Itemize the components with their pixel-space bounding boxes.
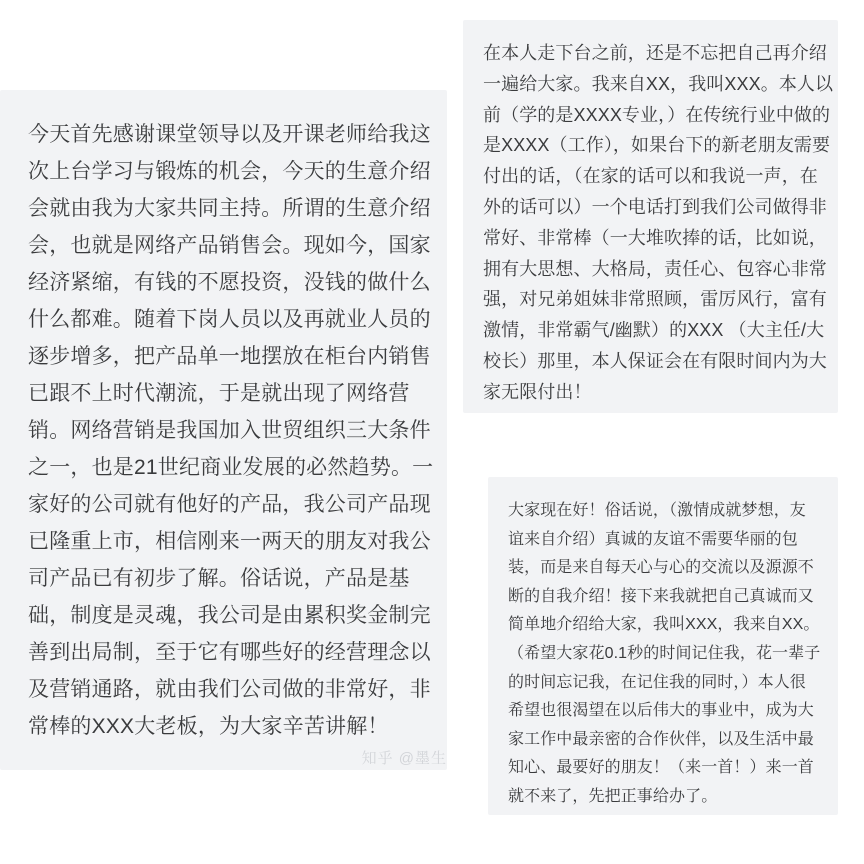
- text-line: 校长）那里，本人保证会在有限时间内为大: [483, 350, 827, 371]
- text-line: 前（学的是XXXX专业，）在传统行业中做的: [483, 104, 831, 125]
- text-line: 逐步增多，把产品单一地摆放在柜台内销售: [28, 345, 431, 368]
- text-line: 什么都难。随着下岗人员以及再就业人员的: [28, 308, 431, 331]
- watermark-row: [28, 747, 447, 768]
- text-line: 家无限付出！: [483, 381, 592, 402]
- speech-card-closing-intro: [463, 20, 838, 413]
- text-line: 之一，也是21世纪商业发展的必然趋势。一: [28, 456, 434, 479]
- text-line: 外的话可以）一个电话打到我们公司做得非: [483, 196, 827, 217]
- text-line: 已隆重上市，相信刚来一两天的朋友对我公: [28, 530, 431, 553]
- text-line: 已跟不上时代潮流，于是就出现了网络营: [28, 382, 410, 405]
- text-line: 在本人走下台之前，还是不忘把自己再介绍: [483, 43, 827, 63]
- text-line: 断的自我介绍！接下来我就把自己真诚而又: [508, 587, 814, 605]
- text-line: 拥有大思想、大格局，责任心、包容心非常: [483, 258, 827, 279]
- text-line: 常棒的XXX大老板，为大家辛苦讲解！: [28, 715, 389, 738]
- text-line: 强，对兄弟姐妹非常照顾，雷厉风行，富有: [483, 289, 827, 310]
- text-line: 装，而是来自每天心与心的交流以及源源不: [508, 559, 814, 577]
- text-line: 谊来自介绍）真诚的友谊不需要华丽的包: [508, 530, 798, 548]
- text-line: 会就由我为大家共同主持。所谓的生意介绍: [28, 197, 431, 220]
- speech-paragraph: [508, 497, 826, 812]
- text-line: 知心、最要好的朋友！（来一首！）来一首: [508, 759, 814, 777]
- speech-paragraph: [483, 38, 834, 408]
- speech-paragraph: [28, 116, 433, 745]
- text-line: 次上台学习与锻炼的机会，今天的生意介绍: [28, 160, 431, 183]
- text-line: 家工作中最亲密的合作伙伴，以及生活中最: [508, 730, 814, 748]
- text-line: 付出的话，（在家的话可以和我说一声，在: [483, 166, 818, 187]
- text-line: 础，制度是灵魂，我公司是由累积奖金制完: [28, 604, 431, 627]
- text-line: 销。网络营销是我国加入世贸组织三大条件: [28, 419, 431, 442]
- text-line: 的时间忘记我，在记住我的同时，）本人很: [508, 673, 806, 691]
- text-line: 及营销通路，就由我们公司做的非常好，非: [28, 678, 431, 701]
- text-line: 经济紧缩，有钱的不愿投资，没钱的做什么: [28, 271, 431, 294]
- text-line: 会，也就是网络产品销售会。现如今，国家: [28, 234, 431, 257]
- text-line: 一遍给大家。我来自XX，我叫XXX。本人以: [483, 73, 834, 94]
- speech-card-self-introduction: [488, 477, 838, 815]
- text-line: 就不来了，先把正事给办了。: [508, 787, 718, 805]
- text-line: 今天首先感谢课堂领导以及开课老师给我这: [28, 123, 431, 146]
- zhihu-watermark: 知乎 @墨生: [361, 750, 447, 767]
- text-line: 是XXXX（工作），如果台下的新老朋友需要: [483, 135, 831, 156]
- text-line: 希望也很渴望在以后伟大的事业中，成为大: [508, 702, 814, 720]
- text-line: （希望大家花0.1秒的时间记住我，花一辈子: [508, 644, 821, 662]
- text-line: 司产品已有初步了解。俗话说，产品是基: [28, 567, 410, 590]
- speech-card-opening: [0, 90, 447, 770]
- text-line: 激情，非常霸气/幽默）的XXX （大主任/大: [483, 320, 825, 341]
- text-line: 大家现在好！俗话说，（激情成就梦想，友: [508, 502, 806, 519]
- text-line: 简单地介绍给大家，我叫XXX，我来自XX。: [508, 616, 820, 634]
- text-line: 家好的公司就有他好的产品，我公司产品现: [28, 493, 431, 516]
- text-line: 常好、非常棒（一大堆吹捧的话，比如说，: [483, 227, 827, 248]
- text-line: 善到出局制，至于它有哪些好的经营理念以: [28, 641, 431, 664]
